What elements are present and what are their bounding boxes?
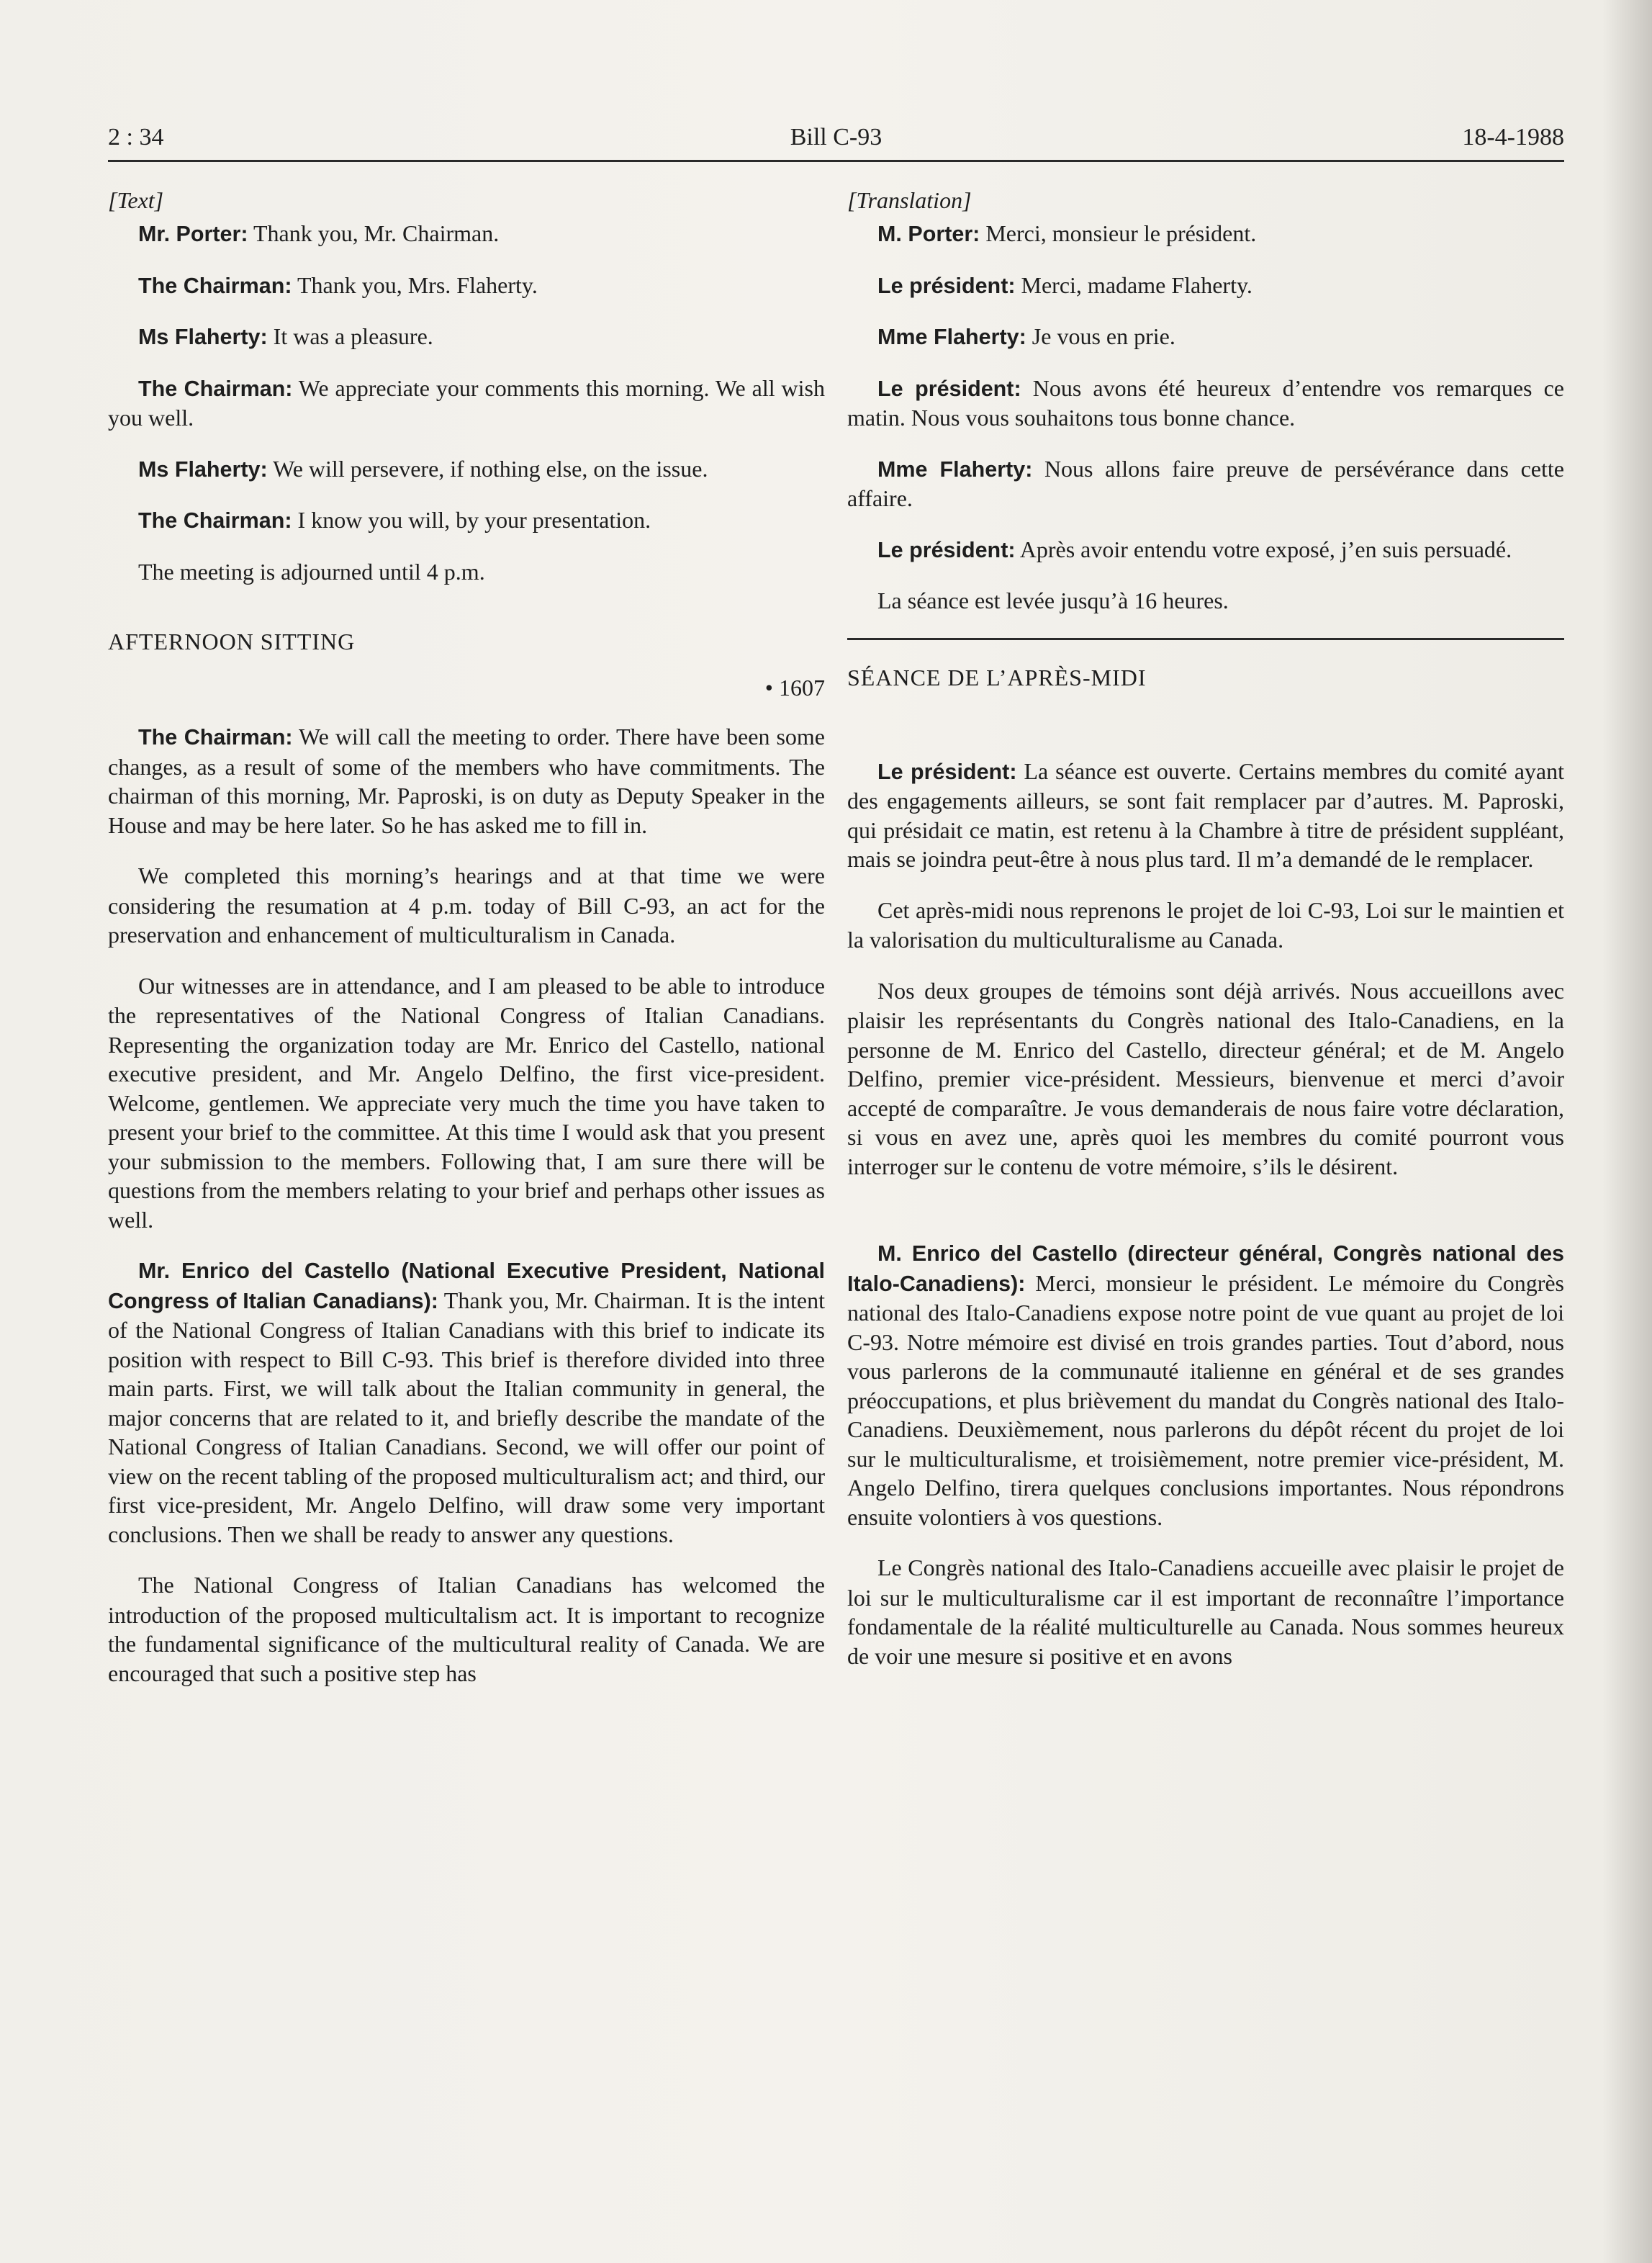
paragraph-text: Merci, madame Flaherty. (1015, 271, 1252, 298)
paragraph (108, 505, 825, 536)
paragraph-text: Thank you, Mrs. Flaherty. (292, 271, 538, 298)
speaker: The Chairman: (138, 508, 292, 533)
section-divider (847, 638, 1564, 640)
speaker: Ms Flaherty: (138, 456, 268, 482)
paragraph (847, 976, 1564, 1182)
section-heading: SÉANCE DE L’APRÈS-MIDI (847, 664, 1147, 690)
paragraph (108, 271, 825, 301)
speaker: Mme Flaherty: (877, 456, 1033, 482)
paragraph (108, 722, 825, 840)
speaker: The Chairman: (138, 376, 293, 401)
page-number: 2 : 34 (108, 124, 164, 150)
paragraph-text: La séance est ouverte. Certains membres du comité ayant des engagements ailleurs, se sont fait remplacer par d’autres. M. Paproski, qui présidait ce matin, est retenu à la Chambre à titre de président suppléant, mais se joindra peut-être à nous plus tard. Il m’a demandé de le remplacer. (847, 757, 1565, 872)
paragraph-text: The meeting is adjourned until 4 p.m. (138, 558, 485, 585)
section-heading: AFTERNOON SITTING (108, 629, 356, 654)
paragraph (108, 454, 825, 485)
paragraph-text: Nous allons faire preuve de persévérance dans cette affaire. (847, 455, 1564, 511)
speaker: M. Enrico del Castello (directeur général, Congrès national des Italo-Canadiens): (847, 1241, 1564, 1296)
speaker: Mme Flaherty: (877, 325, 1026, 349)
paragraph-text: I know you will, by your presentation. (292, 507, 651, 533)
paragraph-text: Our witnesses are in attendance, and I am pleased to be able to introduce the representatives of the National Congress of Italian Canadians. Representing the organization today are Mr. Enrico del Castello, national executive president, and Mr. Angelo Delfino, the first vice-president. Welcome, gentlemen. We appreciate very much the time you have taken to present your brief to the committee. At this time I would ask that you present your submission to the members. Following that, I am sure there will be questions from the members relating to your brief and perhaps other issues as well. (108, 972, 825, 1233)
paragraph (847, 454, 1564, 513)
time-marker: • 1607 (764, 675, 825, 701)
speaker: Le président: (877, 273, 1016, 298)
paragraph (108, 1256, 825, 1549)
paragraph (847, 757, 1564, 874)
paragraph (847, 535, 1564, 565)
paragraph (108, 557, 825, 588)
paragraph (108, 971, 825, 1235)
paragraph-text: We appreciate your comments this morning. We all wish you well. (108, 374, 826, 431)
paragraph (847, 896, 1564, 955)
paragraph-text: We will call the meeting to order. There have been some changes, as a result of some of the members who have commitments. The chairman of this morning, Mr. Paproski, is on duty as Deputy Speaker in the House and may be here later. So he has asked me to fill in. (108, 724, 826, 838)
paragraph-text: Nous avons été heureux d’entendre vos remarques ce matin. Nous vous souhaitons tous bonne chance. (847, 374, 1565, 431)
page-date: 18-4-1988 (1462, 124, 1564, 150)
speaker: Mr. Porter: (138, 222, 248, 246)
paragraph (108, 1570, 825, 1688)
speaker: Le président: (877, 376, 1021, 401)
french-column (847, 186, 1564, 1692)
paragraph (847, 1553, 1564, 1670)
speaker: Mr. Enrico del Castello (National Executive President, National Congress of Italian Canadians): (108, 1259, 825, 1313)
speaker: M. Porter: (877, 222, 980, 246)
translation-label: [Translation] (847, 187, 972, 213)
paragraph-text: We will persevere, if nothing else, on the issue. (267, 455, 708, 482)
paragraph (847, 271, 1564, 301)
paragraph-text: Nos deux groupes de témoins sont déjà arrivés. Nous accueillons avec plaisir les représentants du Congrès national des Italo-Canadiens, en la personne de M. Enrico del Castello, directeur général; et de M. Angelo Delfino, premier vice-président. Messieurs, bienvenue et merci d’avoir accepté de comparaître. Je vous demanderais de nous faire votre déclaration, si vous en avez une, après quoi les membres du comité pourront vous interroger sur le contenu de votre mémoire, s’ils le désirent. (847, 977, 1564, 1179)
paragraph-text: Je vous en prie. (1026, 323, 1175, 349)
page-title: Bill C-93 (790, 124, 883, 150)
paragraph-text: Thank you, Mr. Chairman. It is the intent of the National Congress of Italian Canadians with this brief to indicate its position with respect to Bill C-93. This brief is therefore divided into three main parts. First, we will talk about the Italian community in general, the major concerns that are related to it, and briefly describe the mandate of the National Congress of Italian Canadians. Second, we will offer our point of view on the recent tabling of the proposed multiculturalism act; and third, our first vice-president, Mr. Angelo Delfino, will draw some very important conclusions. Then we shall be ready to answer any questions. (108, 1287, 826, 1547)
text-label: [Text] (108, 187, 164, 213)
paragraph-text: Thank you, Mr. Chairman. (248, 220, 500, 246)
paragraph (108, 219, 825, 249)
paragraph (847, 219, 1564, 249)
speaker: The Chairman: (138, 273, 292, 298)
paragraph (847, 374, 1564, 433)
english-column (108, 186, 825, 1709)
paragraph-text: Le Congrès national des Italo-Canadiens accueille avec plaisir le projet de loi sur le multiculturalisme car il est important de reconnaître l’importance fondamentale de la réalité multiculturelle au Canada. Nous sommes heureux de voir une mesure si positive et en avons (847, 1555, 1564, 1669)
paragraph (847, 322, 1564, 352)
paragraph-text: The National Congress of Italian Canadians has welcomed the introduction of the proposed multicultalism act. It is important to recognize the fundamental significance of the multicultural reality of Canada. We are encouraged that such a positive step has (108, 1572, 825, 1686)
paragraph (108, 861, 825, 950)
paragraph-text: Merci, monsieur le président. Le mémoire du Congrès national des Italo-Canadiens expose notre point de vue quant au projet de loi C-93. Notre mémoire est divisé en trois grandes parties. Tout d’abord, nous vous parlerons de la communauté italienne en général et de ses grandes préoccupations, et plus brièvement du mandat du Congrès national des Italo-Canadiens. Deuxièmement, nous parlerons du dépôt récent du projet de loi sur le multiculturalisme, et troisièmement, notre premier vice-président, M. Angelo Delfino, tirera quelques conclusions importantes. Nous répondrons ensuite volontiers à vos questions. (847, 1269, 1564, 1530)
paragraph (108, 374, 825, 433)
paragraph-text: Merci, monsieur le président. (980, 220, 1257, 246)
header-rule (108, 160, 1564, 162)
paragraph (847, 1238, 1564, 1531)
paragraph-text: Cet après-midi nous reprenons le projet de loi C-93, Loi sur le maintien et la valorisation du multiculturalisme au Canada. (847, 896, 1564, 953)
speaker: Le président: (877, 759, 1017, 784)
page-header (108, 124, 1564, 160)
paragraph-text: La séance est levée jusqu’à 16 heures. (877, 588, 1229, 613)
paragraph-text: Après avoir entendu votre exposé, j’en suis persuadé. (1015, 536, 1512, 562)
speaker: Ms Flaherty: (138, 325, 268, 349)
paragraph-text: It was a pleasure. (267, 323, 433, 349)
paragraph-text: We completed this morning’s hearings and at that time we were considering the resumation at 4 p.m. today of Bill C-93, an act for the preservation and enhancement of multiculturalism in Canada. (108, 863, 825, 948)
speaker: Le président: (877, 537, 1016, 562)
speaker: The Chairman: (138, 725, 293, 750)
paragraph (847, 586, 1564, 616)
paragraph (108, 322, 825, 352)
